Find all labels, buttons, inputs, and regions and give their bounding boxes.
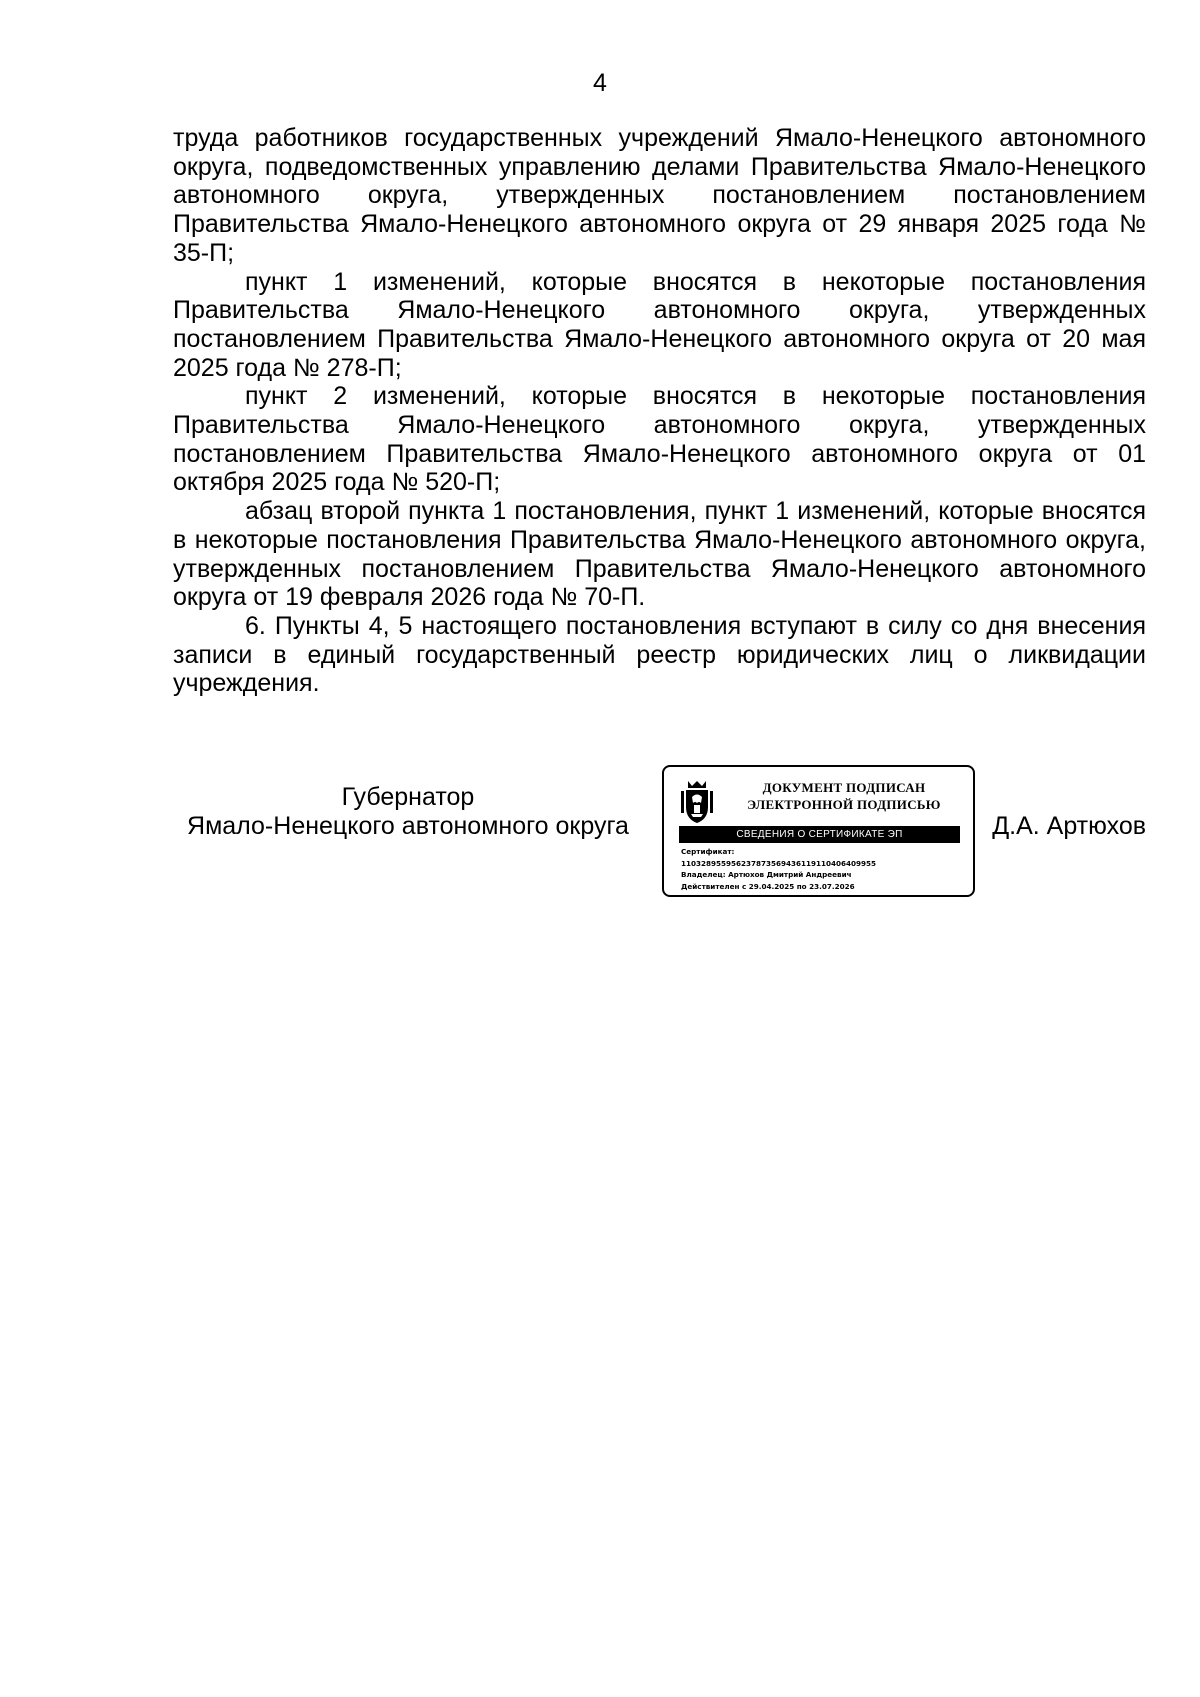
certificate-validity: Действителен с 29.04.2025 по 23.07.2026 <box>681 881 855 891</box>
yanao-coat-of-arms-icon <box>679 777 715 825</box>
certificate-number: 110328955956237873569436119110406409955 <box>681 858 877 868</box>
certificate-info-bar: СВЕДЕНИЯ О СЕРТИФИКАТЕ ЭП <box>679 826 960 843</box>
stamp-title-line-1: ДОКУМЕНТ ПОДПИСАН <box>762 780 926 795</box>
signatory-region: Ямало-Ненецкого автономного округа <box>187 812 629 840</box>
electronic-signature-stamp <box>662 765 975 897</box>
certificate-details <box>681 846 966 892</box>
page-number: 4 <box>593 69 607 97</box>
stamp-title <box>724 779 964 813</box>
certificate-owner: Владелец: Артюхов Дмитрий Андреевич <box>681 870 852 879</box>
paragraph-4: абзац второй пункта 1 постановления, пункт 1 изменений, которые вносятся в некоторые постановления Правительства Ямало-Ненецкого автономного округа, утвержденных постановлением Правительства Ямало-Ненецкого автономного округа от 19 февраля 2026 года № 70-П. <box>173 497 1146 612</box>
signatory-title <box>173 783 643 841</box>
paragraph-3: пункт 2 изменений, которые вносятся в некоторые постановления Правительства Ямало-Ненецкого автономного округа, утвержденных постановлением Правительства Ямало-Ненецкого автономного округа от 01 октября 2025 года № 520-П; <box>173 382 1146 497</box>
stamp-title-line-2: ЭЛЕКТРОННОЙ ПОДПИСЬЮ <box>747 797 941 812</box>
paragraph-2: пункт 1 изменений, которые вносятся в некоторые постановления Правительства Ямало-Ненецкого автономного округа, утвержденных постановлением Правительства Ямало-Ненецкого автономного округа от 20 мая 2025 года № 278-П; <box>173 267 1146 382</box>
signatory-name: Д.А. Артюхов <box>992 812 1146 840</box>
certificate-label: Сертификат: <box>681 847 735 856</box>
signatory-position: Губернатор <box>341 783 475 811</box>
document-body <box>173 124 1146 698</box>
paragraph-1: труда работников государственных учреждений Ямало-Ненецкого автономного округа, подведомственных управлению делами Правительства Ямало-Ненецкого автономного округа, утвержденных постановлением постановлением Правительства Ямало-Ненецкого автономного округа от 29 января 2025 года № 35-П; <box>173 124 1146 267</box>
paragraph-5: 6. Пункты 4, 5 настоящего постановления вступают в силу со дня внесения записи в единый государственный реестр юридических лиц о ликвидации учреждения. <box>173 611 1146 698</box>
